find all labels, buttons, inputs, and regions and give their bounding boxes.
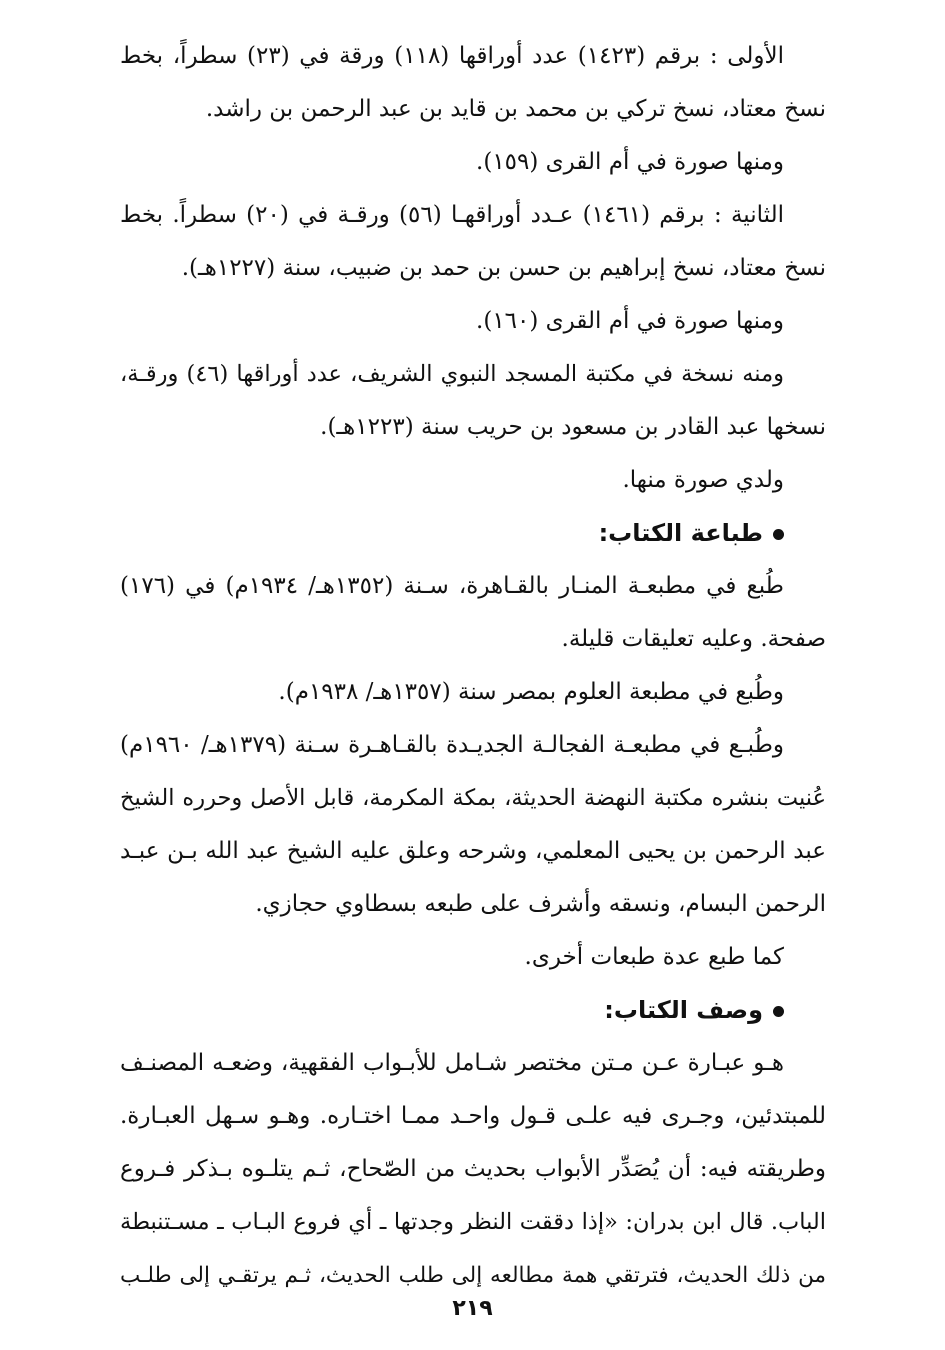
text-line: عبد الرحمن بن يحيى المعلمي، وشرحه وعلق عليه الشيخ عبد الله بـن عبـد: [120, 838, 826, 864]
text-line: الأولى : برقم (١٤٢٣) عدد أوراقها (١١٨) ورقة في (٢٣) سطراً، بخط: [120, 43, 784, 69]
text-line: الثانية : برقم (١٤٦١) عـدد أوراقهـا (٥٦) ورقـة في (٢٠) سطراً. بخط: [120, 202, 784, 228]
paragraph-printing-manar: [120, 560, 826, 666]
text-line: الرحمن البسام، ونسقه وأشرف على طبعه بسطاوي حجازي.: [255, 891, 826, 917]
text-line: وطُبـع في مطبعـة الفجالـة الجديـدة بالقـاهـرة سـنة (١٣٧٩هـ/ ١٩٦٠م): [120, 732, 784, 758]
paragraph-manuscript-first: [120, 30, 826, 136]
text-line: عُنيت بنشره مكتبة النهضة الحديثة، بمكة المكرمة، قابل الأصل وحرره الشيخ: [120, 785, 826, 811]
body-text: [120, 30, 826, 1302]
bullet-icon: [773, 529, 784, 540]
paragraph-other-printings: كما طبع عدة طبعات أخرى.: [524, 944, 784, 970]
paragraph-manuscript-second: [120, 189, 826, 295]
heading-label: طباعة الكتاب:: [598, 519, 763, 547]
paragraph-prophet-mosque-copy: [120, 348, 826, 454]
text-line: ومنه نسخة في مكتبة المسجد النبوي الشريف، عدد أوراقها (٤٦) ورقـة،: [120, 361, 784, 387]
text-line: وطريقته فيه: أن يُصَدِّر الأبواب بحديث من الصّحاح، ثـم يتلـوه بـذكر فـروع: [120, 1156, 826, 1182]
text-line: نسخها عبد القادر بن مسعود بن حريب سنة (١٢٢٣هـ).: [320, 414, 826, 440]
text-line: صفحة. وعليه تعليقات قليلة.: [561, 626, 826, 652]
text-line: للمبتدئين، وجـرى فيه علـى قـول واحـد ممـا اختـاره. وهـو سـهل العبـارة.: [120, 1103, 826, 1129]
paragraph-copy-note: ومنها صورة في أم القرى (١٦٠).: [476, 308, 784, 334]
heading-label: وصف الكتاب:: [604, 996, 763, 1024]
text-line: الباب. قال ابن بدران: «إذا دققت النظر وجدتها ـ أي فروع البـاب ـ مسـتنبطة: [120, 1209, 826, 1235]
paragraph-copy-note: ولدي صورة منها.: [622, 467, 784, 493]
text-line: من ذلك الحديث، فترتقي همة مطالعه إلى طلب الحديث، ثـم يرتقـي إلى طلـب: [120, 1263, 826, 1288]
page-number: ٢١٩: [452, 1296, 493, 1321]
section-heading-printing: [120, 507, 826, 560]
text-line: نسخ معتاد، نسخ تركي بن محمد بن قايد بن عبد الرحمن بن راشد.: [205, 96, 826, 122]
text-line: طُبع في مطبعـة المنـار بالقـاهرة، سـنة (١٣٥٢هـ/ ١٩٣٤م) في (١٧٦): [120, 573, 784, 599]
paragraph-printing-uloom: وطُبع في مطبعة العلوم بمصر سنة (١٣٥٧هـ/ ١٩٣٨م).: [278, 679, 784, 705]
bullet-icon: [773, 1006, 784, 1017]
paragraph-copy-note: ومنها صورة في أم القرى (١٥٩).: [476, 149, 784, 175]
section-heading-description: [120, 984, 826, 1037]
paragraph-printing-fajjala: [120, 719, 826, 931]
paragraph-book-description: [120, 1037, 826, 1302]
text-line: هـو عبـارة عـن مـتن مختصر شـامل للأبـواب الفقهية، وضعـه المصنـف: [120, 1050, 784, 1076]
text-line: نسخ معتاد، نسخ إبراهيم بن حسن بن حمد بن ضبيب، سنة (١٢٢٧هـ).: [181, 255, 826, 281]
